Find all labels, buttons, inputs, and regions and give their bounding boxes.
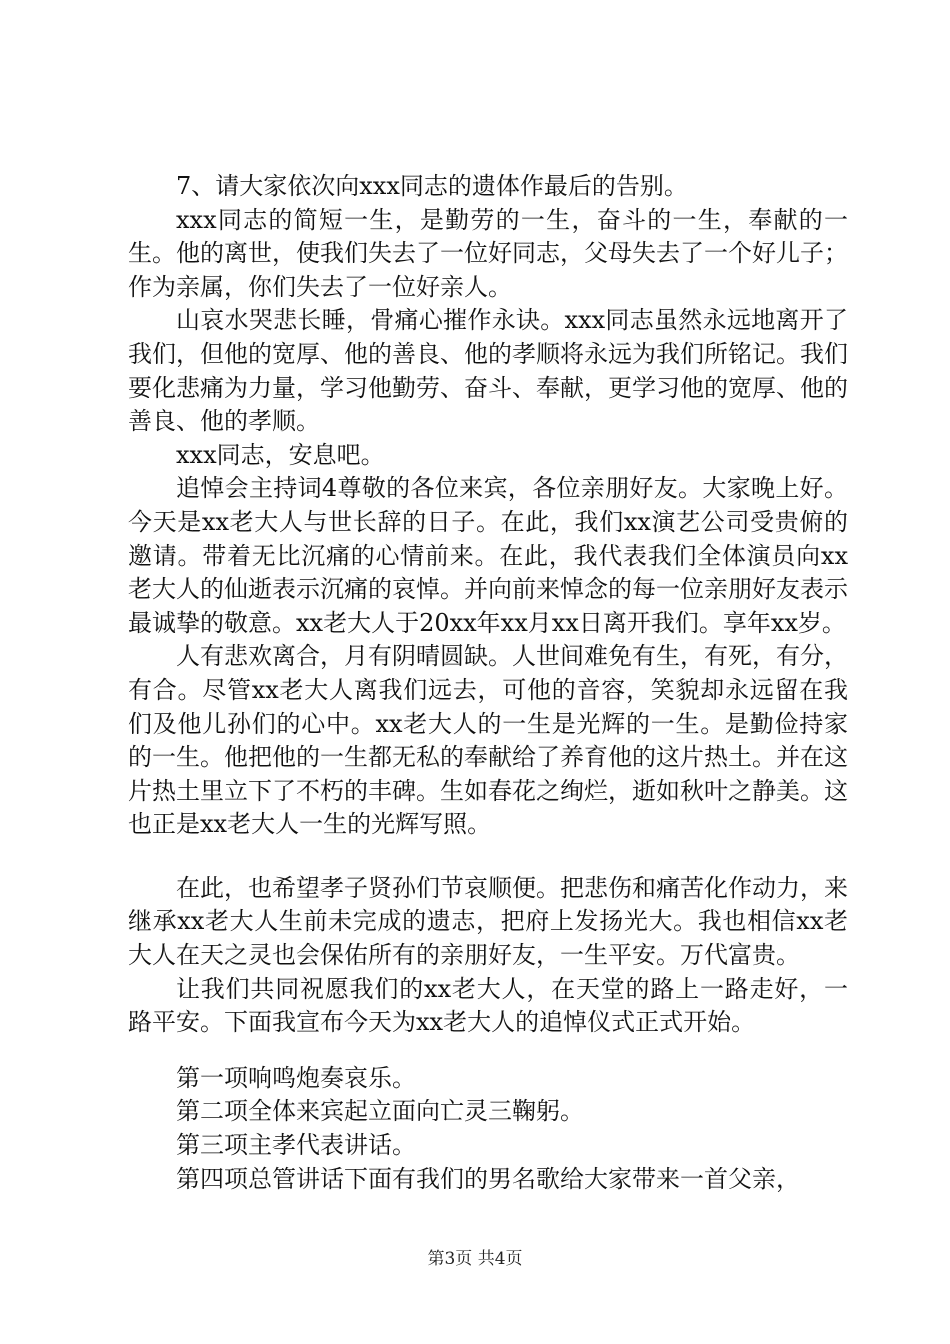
paragraph-spacer: [128, 1040, 848, 1062]
paragraph-farewell-instruction: 7、请大家依次向xxx同志的遗体作最后的告别。: [176, 172, 688, 200]
paragraph-remembrance: 山哀水哭悲长睡，骨痛心摧作永诀。xxx同志虽然永远地离开了我们，但他的宽厚、他的善良、他的孝顺将永远为我们所铭记。我们要化悲痛为力量，学习他勤劳、奋斗、奉献，更学习他的宽厚、他的善良、他的孝顺。: [128, 306, 848, 436]
document-body: [128, 170, 848, 1196]
paragraph-rest-in-peace: xxx同志，安息吧。: [176, 440, 385, 469]
agenda-item-3: 第三项主孝代表讲话。: [176, 1131, 416, 1160]
paragraph-condolence: 在此，也希望孝子贤孙们节哀顺便。把悲伤和痛苦化作动力，来继承xx老大人生前未完成的遗志，把府上发扬光大。我也相信xx老大人在天之灵也会保佑所有的亲朋好友，一生平安。万代富贵。: [128, 873, 848, 970]
agenda-item-2: 第二项全体来宾起立面向亡灵三鞠躬。: [176, 1097, 584, 1126]
paragraph-spacer: [128, 842, 848, 872]
paragraph-life-summary: xxx同志的简短一生，是勤劳的一生，奋斗的一生，奉献的一生。他的离世，使我们失去了一位好同志，父母失去了一个好儿子；作为亲属，你们失去了一位好亲人。: [128, 205, 848, 301]
paragraph-life-tribute: 人有悲欢离合，月有阴晴圆缺。人世间难免有生，有死，有分，有合。尽管xx老大人离我们远去，可他的音容，笑貌却永远留在我们及他儿孙们的心中。xx老大人的一生是光辉的一生。是勤俭持家的一生。他把他的一生都无私的奉献给了养育他的这片热土。并在这片热土里立下了不朽的丰碑。生如春花之绚烂，逝如秋叶之静美。这也正是xx老大人一生的光辉写照。: [128, 642, 848, 839]
paragraph-host-opening: 追悼会主持词4尊敬的各位来宾，各位亲朋好友。大家晚上好。今天是xx老大人与世长辞的日子。在此，我们xx演艺公司受贵俯的邀请。带着无比沉痛的心情前来。在此，我代表我们全体演员向xx老大人的仙逝表示沉痛的哀悼。并向前来悼念的每一位亲朋好友表示最诚挚的敬意。xx老大人于20xx年xx月xx日离开我们。享年xx岁。: [128, 474, 848, 637]
page-number-footer: 第3页 共4页: [427, 1249, 523, 1269]
agenda-item-4: 第四项总管讲话下面有我们的男名歌给大家带来一首父亲，: [176, 1164, 800, 1193]
agenda-item-1: 第一项响鸣炮奏哀乐。: [176, 1063, 416, 1092]
paragraph-ceremony-start: 让我们共同祝愿我们的xx老大人，在天堂的路上一路走好，一路平安。下面我宣布今天为xx老大人的追悼仪式正式开始。: [128, 974, 848, 1037]
